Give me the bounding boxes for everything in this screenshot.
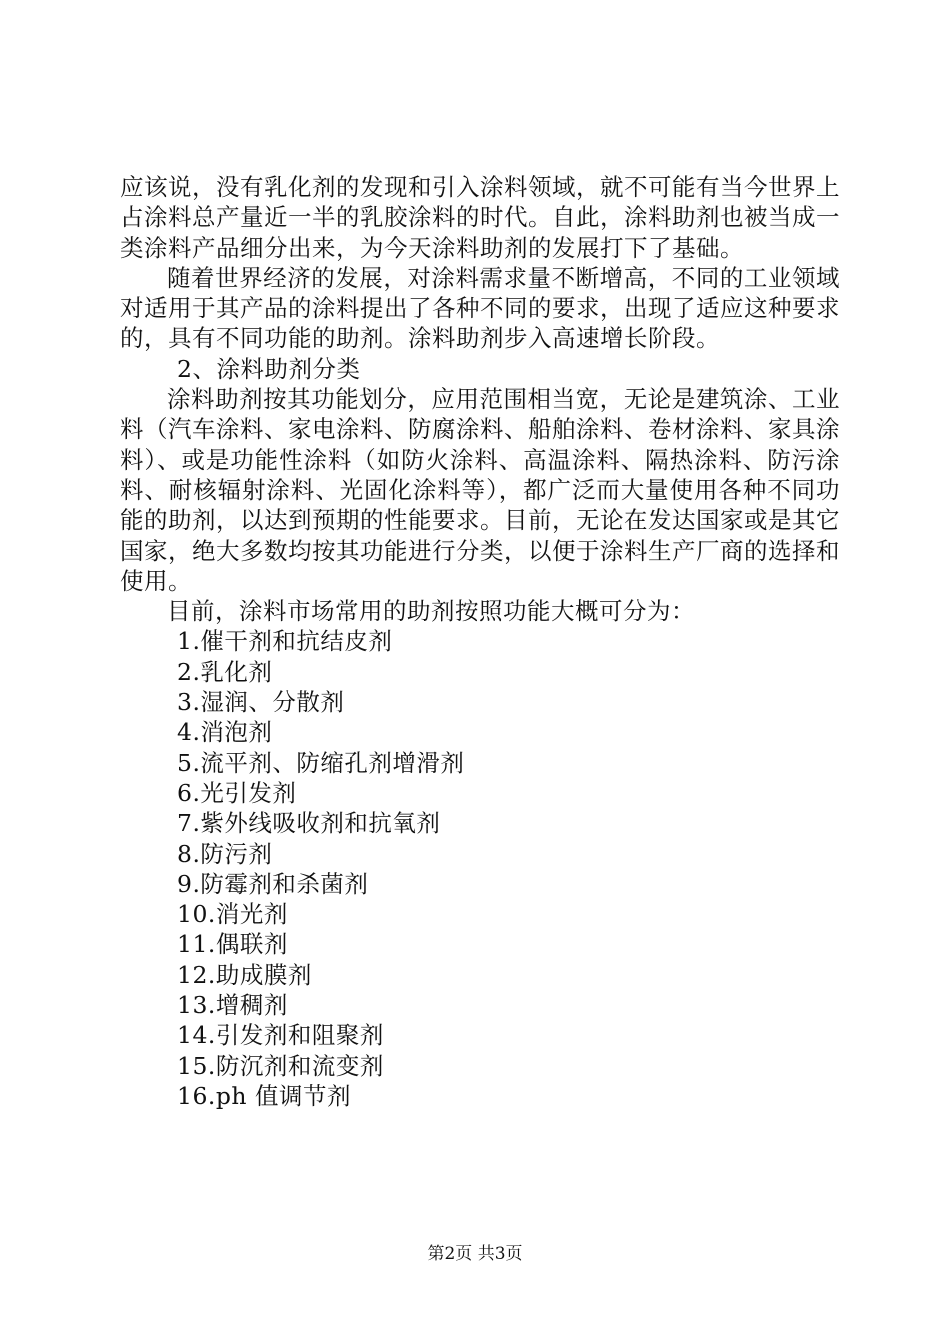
list-item: 9.防霉剂和杀菌剂 — [177, 869, 369, 898]
list-item: 10.消光剂 — [177, 900, 288, 929]
list-item: 7.紫外线吸收剂和抗氧剂 — [177, 809, 441, 838]
paragraph-emulsifier-intro: 应该说，没有乳化剂的发现和引入涂料领域，就不可能有当今世界上占涂料总产量近一半的乳胶涂料的时代。自此，涂料助剂也被当成一类涂料产品细分出来，为今天涂料助剂的发展打下了基础。 — [120, 173, 840, 262]
additive-list — [120, 626, 840, 1111]
paragraph-classification-by-function: 涂料助剂按其功能划分，应用范围相当宽，无论是建筑涂、工业料（汽车涂料、家电涂料、防腐涂料、船舶涂料、卷材涂料、家具涂料）、或是功能性涂料（如防火涂料、高温涂料、隔热涂料、防污涂料、耐核辐射涂料、光固化涂料等），都广泛而大量使用各种不同功能的助剂，以达到预期的性能要求。目前，无论在发达国家或是其它国家，绝大多数均按其功能进行分类，以便于涂料生产厂商的选择和使用。 — [120, 385, 840, 595]
list-item: 13.增稠剂 — [177, 991, 288, 1020]
list-item: 12.助成膜剂 — [177, 960, 312, 989]
list-item: 14.引发剂和阻聚剂 — [177, 1021, 384, 1050]
list-item: 2.乳化剂 — [177, 657, 273, 686]
list-item: 8.防污剂 — [177, 839, 273, 868]
document-body — [120, 172, 840, 1111]
section-heading-classification: 2、涂料助剂分类 — [177, 354, 361, 383]
page-footer: 第2页 共3页 — [427, 1244, 523, 1264]
list-item: 11.偶联剂 — [177, 930, 288, 959]
list-item: 4.消泡剂 — [177, 718, 273, 747]
list-item: 3.湿润、分散剂 — [177, 688, 345, 717]
list-item: 16.ph 值调节剂 — [177, 1081, 352, 1110]
list-item: 1.催干剂和抗结皮剂 — [177, 627, 393, 656]
list-item: 6.光引发剂 — [177, 778, 297, 807]
list-item: 15.防沉剂和流变剂 — [177, 1051, 384, 1080]
paragraph-economic-development: 随着世界经济的发展，对涂料需求量不断增高，不同的工业领域对适用于其产品的涂料提出了各种不同的要求，出现了适应这种要求的，具有不同功能的助剂。涂料助剂步入高速增长阶段。 — [120, 263, 840, 353]
list-item: 5.流平剂、防缩孔剂增滑剂 — [177, 748, 465, 777]
paragraph-list-intro: 目前，涂料市场常用的助剂按照功能大概可分为： — [167, 597, 695, 626]
